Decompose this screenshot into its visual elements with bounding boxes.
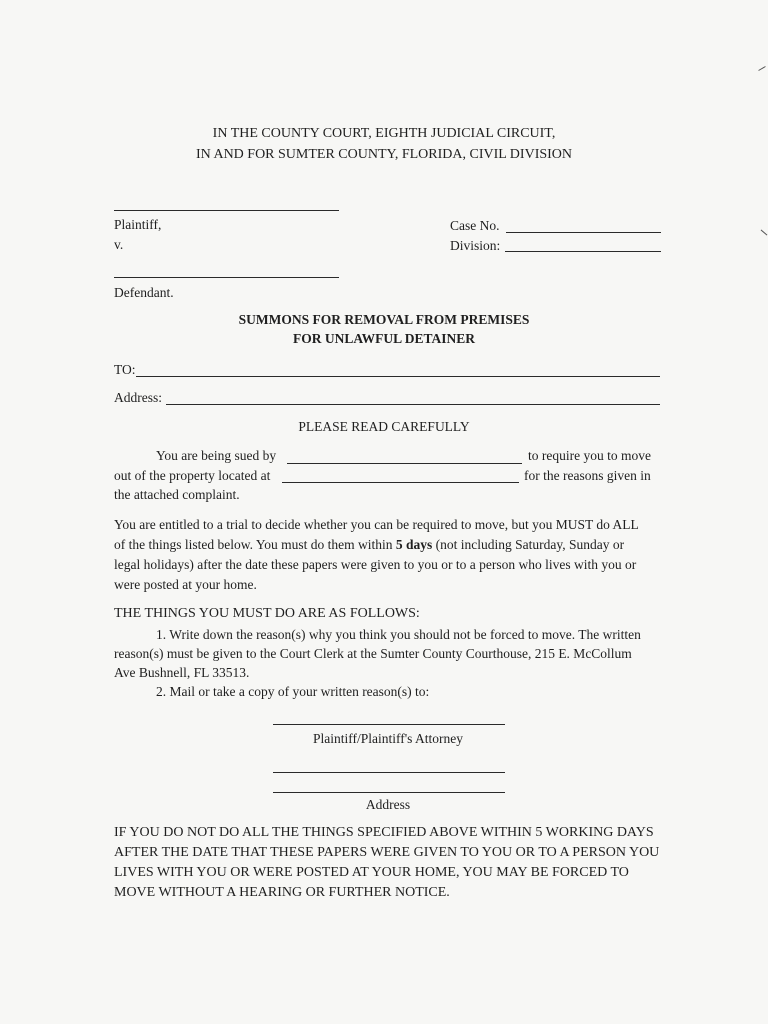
property-address-line — [282, 482, 519, 483]
item-1-line-1: 1. Write down the reason(s) why you think you should not be forced to move. The written — [156, 627, 641, 642]
to-line — [136, 376, 660, 377]
item-1-line-2: reason(s) must be given to the Court Clerk at the Sumter County Courthouse, 215 E. McCollum — [114, 646, 632, 661]
division-label: Division: — [450, 238, 501, 253]
defendant-label: Defendant. — [114, 285, 174, 300]
warning-line-2: AFTER THE DATE THAT THESE PAPERS WERE GIVEN TO YOU OR TO A PERSON YOU — [114, 845, 660, 860]
plaintiff-name-line — [114, 210, 339, 211]
attached-complaint-text: the attached complaint. — [114, 487, 240, 502]
attorney-label: Plaintiff/Plaintiff's Attorney — [312, 731, 464, 746]
court-header-line-1: IN THE COUNTY COURT, EIGHTH JUDICIAL CIRCUIT, — [212, 126, 556, 141]
sued-by-text: You are being sued by — [156, 448, 277, 463]
warning-line-3: LIVES WITH YOU OR WERE POSTED AT YOUR HOME, YOU MAY BE FORCED TO — [114, 865, 629, 880]
property-located-text: out of the property located at — [114, 468, 271, 483]
entitled-line-3: legal holidays) after the date these papers were given to you or to a person who lives with you or — [114, 557, 637, 572]
case-number-label: Case No. — [450, 218, 500, 233]
court-header-line-2: IN AND FOR SUMTER COUNTY, FLORIDA, CIVIL DIVISION — [195, 147, 573, 162]
attorney-address-line-2 — [273, 792, 505, 793]
item-1-line-3: Ave Bushnell, FL 33513. — [114, 665, 250, 680]
please-read-heading: PLEASE READ CAREFULLY — [298, 419, 470, 434]
five-days-bold: 5 days — [395, 537, 433, 552]
to-label: TO: — [114, 362, 136, 377]
scan-mark — [758, 66, 765, 71]
plaintiff-label: Plaintiff, — [114, 217, 162, 232]
require-move-text: to require you to move — [528, 448, 651, 463]
scan-mark — [761, 230, 768, 236]
warning-line-1: IF YOU DO NOT DO ALL THE THINGS SPECIFIED ABOVE WITHIN 5 WORKING DAYS — [114, 825, 654, 840]
summons-title-line-1: SUMMONS FOR REMOVAL FROM PREMISES — [238, 312, 530, 327]
sued-by-line — [287, 463, 522, 464]
attorney-signature-line — [273, 724, 505, 725]
things-heading: THE THINGS YOU MUST DO ARE AS FOLLOWS: — [114, 606, 420, 621]
summons-title-line-2: FOR UNLAWFUL DETAINER — [292, 331, 476, 346]
address-label: Address: — [114, 390, 162, 405]
warning-line-4: MOVE WITHOUT A HEARING OR FURTHER NOTICE. — [114, 885, 450, 900]
division-line — [505, 251, 661, 252]
item-2-text: 2. Mail or take a copy of your written reason(s) to: — [156, 684, 430, 699]
entitled-line-2-b: (not including Saturday, Sunday or — [432, 537, 625, 552]
entitled-line-4: were posted at your home. — [114, 577, 257, 592]
attorney-address-label: Address — [365, 797, 411, 812]
case-number-line — [506, 232, 661, 233]
reasons-given-text: for the reasons given in — [524, 468, 651, 483]
entitled-line-2-a: of the things listed below. You must do them within — [114, 537, 396, 552]
versus-label: v. — [114, 237, 124, 252]
address-line — [166, 404, 660, 405]
defendant-name-line — [114, 277, 339, 278]
entitled-line-2 — [114, 535, 624, 555]
entitled-line-1: You are entitled to a trial to decide whether you can be required to move, but you MUST do ALL — [114, 517, 639, 532]
attorney-address-line-1 — [273, 772, 505, 773]
